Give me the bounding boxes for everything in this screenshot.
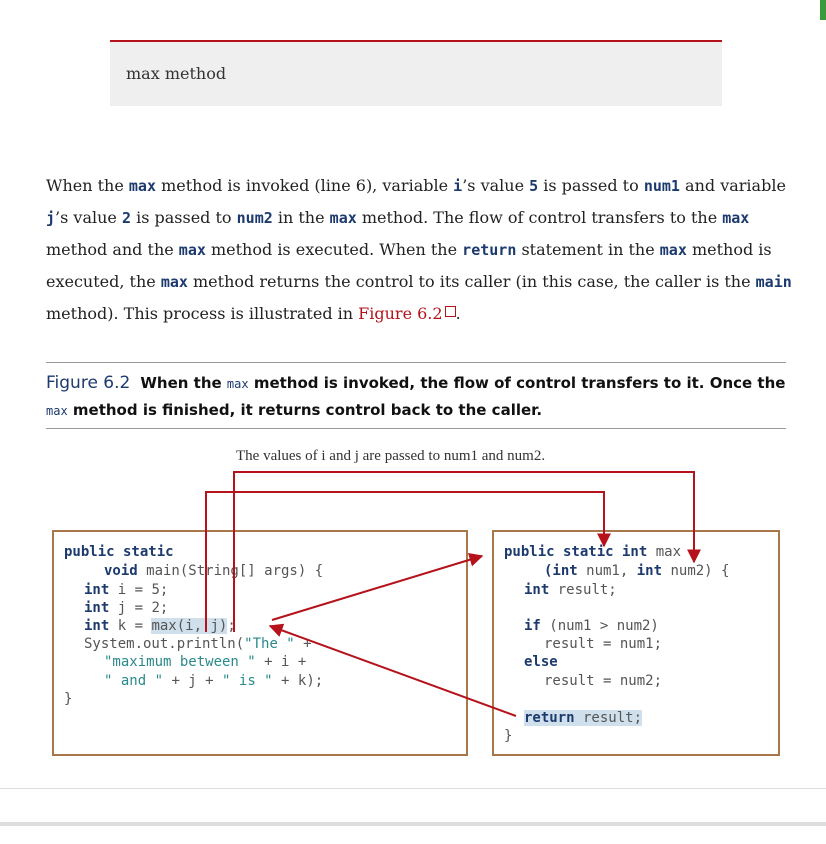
keyword: return — [524, 710, 575, 726]
code-term: 2 — [121, 209, 131, 227]
caption-text: When the — [140, 374, 227, 392]
code-term: max — [722, 209, 750, 227]
code: result = num1; — [544, 636, 663, 652]
code-term: max — [160, 273, 188, 291]
code: + j + — [163, 673, 223, 689]
text: is passed to — [131, 208, 237, 227]
code-term: i — [453, 177, 463, 195]
keyword: (int — [544, 563, 578, 579]
code: ; — [227, 618, 236, 634]
code: num2) { — [662, 563, 730, 579]
code: result = num2; — [544, 673, 663, 689]
caption-code: max — [46, 404, 68, 418]
caption-code: max — [226, 377, 249, 391]
body-paragraph — [46, 170, 796, 330]
code-caption-label: max method — [126, 64, 227, 83]
keyword: if — [524, 618, 541, 634]
code-term: main — [755, 273, 792, 291]
text: method is executed. When the — [205, 240, 463, 259]
code: num1, — [577, 563, 637, 579]
keyword: else — [524, 654, 558, 670]
string: " is " — [222, 673, 273, 689]
code: i = 5; — [109, 582, 169, 598]
figure-link-text[interactable]: Figure 6.2 — [358, 304, 443, 323]
keyword: int — [84, 582, 110, 598]
keyword: int — [636, 563, 663, 579]
code-term: num2 — [236, 209, 273, 227]
code: } — [64, 691, 73, 707]
text: When the — [46, 176, 129, 195]
arrow-j-to-num2 — [234, 472, 694, 632]
figure-rule-bottom — [46, 428, 786, 429]
code-term: return — [462, 241, 517, 259]
code: result; — [549, 582, 617, 598]
code: + i + — [255, 654, 307, 670]
code-term: max — [128, 177, 156, 195]
arrow-return-to-caller — [270, 626, 516, 716]
external-link-icon[interactable] — [445, 306, 456, 317]
keyword: int — [524, 582, 550, 598]
arrow-call-to-max — [272, 556, 482, 620]
code: j = 2; — [109, 600, 169, 616]
code: } — [504, 728, 513, 744]
text: ’s value — [462, 176, 530, 195]
code: (num1 > num2) — [540, 618, 659, 634]
code-term: max — [178, 241, 206, 259]
scroll-accent — [820, 0, 826, 20]
figure-link[interactable] — [358, 304, 455, 323]
text: is passed to — [538, 176, 644, 195]
text: in the — [272, 208, 330, 227]
code-term: max — [659, 241, 687, 259]
flow-diagram — [46, 440, 786, 770]
text: . — [455, 304, 461, 323]
diagram-title: The values of i and j are passed to num1 and num2. — [236, 448, 546, 464]
figure-caption — [46, 370, 786, 424]
max-call-highlight: max(i, j) — [151, 618, 228, 634]
code-term: num1 — [643, 177, 680, 195]
text: ’s value — [55, 208, 122, 227]
caption-text: method is finished, it returns control back to the caller. — [67, 401, 543, 419]
text: method is executed, the — [46, 240, 772, 291]
code: + — [294, 636, 312, 652]
string: "The " — [244, 636, 295, 652]
code: result; — [574, 710, 643, 726]
keyword: int — [84, 600, 110, 616]
code: main(String[] args) { — [137, 563, 324, 579]
code-term: j — [46, 209, 56, 227]
divider — [0, 788, 826, 789]
code-term: max — [329, 209, 357, 227]
figure-number: Figure 6.2 — [46, 373, 131, 393]
string: " and " — [104, 673, 164, 689]
code-caption-box — [110, 40, 722, 106]
text: and variable — [679, 176, 786, 195]
arrow-i-to-num1 — [206, 492, 604, 632]
text: method returns the control to its caller (in this case, the caller is the — [187, 272, 756, 291]
keyword: void — [104, 563, 138, 579]
code: + k); — [272, 673, 324, 689]
code: k = — [109, 618, 152, 634]
text: method. The flow of control transfers to the — [356, 208, 723, 227]
caption-text: method is invoked, the flow of control transfers to it. Once the — [248, 374, 786, 392]
keyword: public static int — [504, 544, 648, 560]
divider — [0, 822, 826, 826]
keyword: int — [84, 618, 110, 634]
code-term: 5 — [529, 177, 539, 195]
figure-rule-top — [46, 362, 786, 363]
code: System.out.println( — [84, 636, 245, 652]
keyword: public static — [64, 544, 174, 560]
code: max — [647, 544, 682, 560]
text: method). This process is illustrated in — [46, 304, 359, 323]
text: method and the — [46, 240, 179, 259]
text: statement in the — [516, 240, 660, 259]
string: "maximum between " — [104, 654, 256, 670]
text: method is invoked (line 6), variable — [156, 176, 454, 195]
flow-arrows — [46, 440, 786, 770]
